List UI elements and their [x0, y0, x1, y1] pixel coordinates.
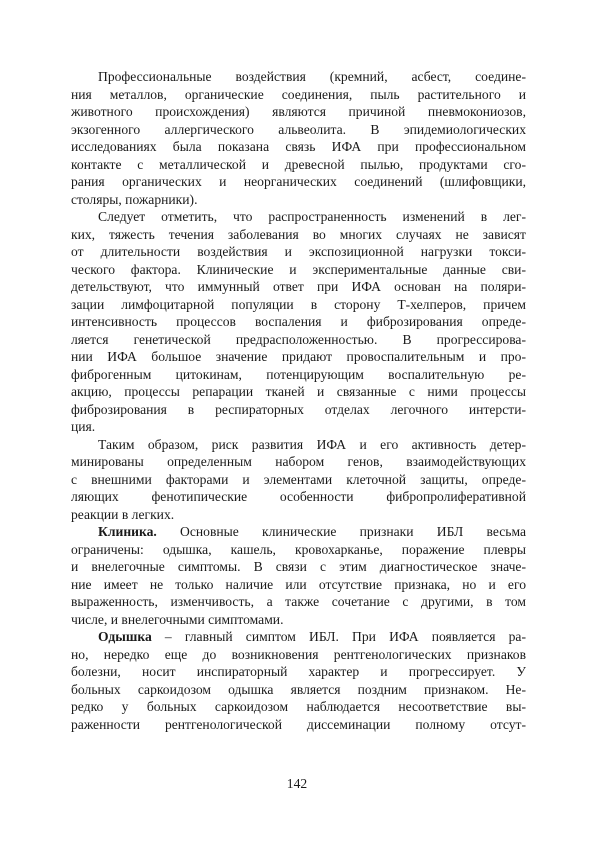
- text-line: Таким образом, риск развития ИФА и его активность детер-: [98, 436, 526, 452]
- text-line: ляется генетической предрасположенностью. В прогрессирова-: [71, 331, 526, 347]
- text-line: фиброгенным цитокинам, потенцирующим воспалительную ре-: [71, 366, 526, 382]
- text-line: выраженность, изменчивость, а также сочетание с другими, в том: [71, 594, 526, 609]
- text-line: исследованиях была показана связь ИФА при профессиональном: [71, 139, 526, 154]
- text-line: столяры, пожарники).: [71, 191, 198, 207]
- text-line: минированы определенным набором генов, взаимодействующих: [71, 454, 526, 469]
- text-line: редко у больных саркоидозом наблюдается несоответствие вы-: [71, 699, 526, 714]
- text-line: ческого фактора. Клинические и экспериментальные данные сви-: [71, 261, 526, 277]
- body-text: [71, 68, 526, 733]
- text-line: фиброзирования в респираторных отделах легочного интерсти-: [71, 401, 526, 417]
- text-line: раженности рентгенологической диссеминации полному отсут-: [71, 716, 526, 732]
- text-line: и внелегочные симптомы. В связи с этим диагностическое значе-: [71, 559, 526, 574]
- text-line: животного происхождения) являются причиной пневмокониозов,: [71, 104, 526, 119]
- text-line: Профессиональные воздействия (кремний, асбест, соедине-: [98, 69, 526, 84]
- section-heading: Одышка: [98, 629, 152, 644]
- text-line: рания органических и неорганических соединений (шлифовщики,: [71, 174, 526, 189]
- paragraph-dyspnea: [71, 628, 526, 733]
- paragraph-genetic-risk: [71, 436, 526, 524]
- text-line: контакте с металлической и древесной пылью, продуктами сго-: [71, 156, 526, 172]
- text-line: Следует отметить, что распространенность изменений в лег-: [98, 209, 526, 224]
- text-line: ние имеет не только наличие или отсутствие признака, но и его: [71, 576, 526, 592]
- text-line: интенсивность процессов воспаления и фиброзирования опреде-: [71, 314, 526, 329]
- text-line: ния металлов, органические соединения, пыль растительного и: [71, 86, 526, 102]
- text-line: от длительности воздействия и экспозиционной нагрузки токси-: [71, 244, 526, 259]
- text-line: ляющих фенотипические особенности фибропролиферативной: [71, 489, 526, 504]
- text-line: реакции в легких.: [71, 506, 175, 522]
- page-number: 142: [286, 776, 308, 791]
- text-line: нии ИФА большое значение придают провоспалительным и про-: [71, 349, 526, 364]
- text-line: ция.: [71, 419, 96, 434]
- text-line: числе, и внелегочными симптомами.: [71, 611, 284, 627]
- text-line: но, нередко еще до возникновения рентгенологических признаков: [71, 646, 526, 662]
- paragraph-occupational-exposure: [71, 68, 526, 208]
- paragraph-clinic: [71, 523, 526, 628]
- text-line: зации лимфоцитарной популяции в сторону Т-хелперов, причем: [71, 296, 526, 312]
- text-run: – главный симптом ИБЛ. При ИФА появляется ра-: [151, 629, 526, 644]
- section-heading: Клиника.: [98, 524, 157, 539]
- text-line: ограничены: одышка, кашель, кровохарканье, поражение плевры: [71, 541, 526, 557]
- text-line: [71, 628, 526, 646]
- text-line: больных саркоидозом одышка является поздним признаком. Не-: [71, 681, 526, 697]
- paragraph-pathogenesis: [71, 208, 526, 436]
- text-line: болезни, носит инспираторный характер и прогрессирует. У: [71, 664, 526, 679]
- text-run: Основные клинические признаки ИБЛ весьма: [156, 524, 526, 539]
- text-line: детельствуют, что иммунный ответ при ИФА основан на поляри-: [71, 279, 526, 294]
- text-line: [71, 523, 526, 541]
- text-line: с внешними факторами и элементами клеточной защиты, опреде-: [71, 471, 526, 487]
- text-line: ких, тяжесть течения заболевания во многих случаях не зависят: [71, 226, 526, 242]
- text-line: акцию, процессы репарации тканей и связанные с ними процессы: [71, 384, 526, 399]
- text-line: экзогенного аллергического альвеолита. В эпидемиологических: [71, 121, 526, 137]
